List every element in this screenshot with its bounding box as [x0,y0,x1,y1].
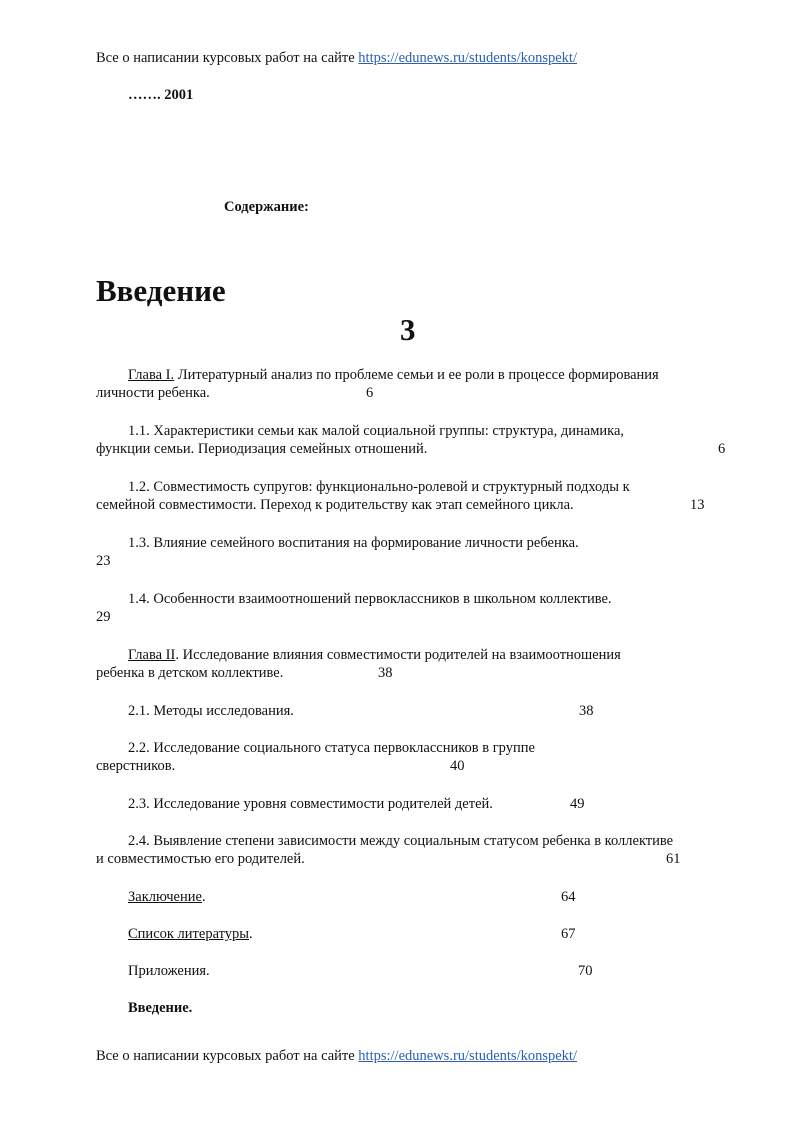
chapter-1-label[interactable]: Глава I. [128,367,175,383]
section-2-4-page: 61 [666,851,681,867]
section-1-2-line1: 1.2. Совместимость супругов: функционально-ролевой и структурный подходы к [128,479,630,495]
footer-line [96,1047,577,1065]
references-link[interactable]: Список литературы [128,926,250,942]
section-2-2-page: 40 [450,758,465,774]
section-1-1-page: 6 [718,441,726,457]
year-line: ……. 2001 [128,87,194,103]
section-1-1-line1: 1.1. Характеристики семьи как малой социальной группы: структура, динамика, [128,423,625,439]
toc-entry-2-4[interactable] [96,832,742,868]
section-2-2-line2: сверстников. [96,758,176,774]
footer-text: Все о написании курсовых работ на сайте [96,1048,359,1064]
intro-heading: Введение [96,273,226,308]
references-dot: . [249,926,253,942]
section-2-1-title[interactable]: 2.1. Методы исследования. [128,703,294,719]
section-2-4-line1: 2.4. Выявление степени зависимости между социальным статусом ребенка в коллективе [128,833,674,849]
footer-link[interactable]: https://edunews.ru/students/konspekt/ [358,1048,577,1064]
chapter-2-title-line2: ребенка в детском коллективе. [96,665,284,681]
section-2-3-title[interactable]: 2.3. Исследование уровня совместимости родителей детей. [128,796,493,812]
toc-entry-1-4[interactable] [96,590,742,608]
chapter-2-label[interactable]: Глава II [128,647,176,663]
header-text: Все о написании курсовых работ на сайте [96,50,359,66]
toc-entry-conclusion[interactable] [128,888,206,906]
chapter-1-title-line2: личности ребенка. [96,385,210,401]
chapter-2-title-line1: . Исследование влияния совместимости родителей на взаимоотношения [175,647,621,663]
toc-entry-1-1[interactable] [96,422,742,458]
conclusion-link[interactable]: Заключение [128,889,202,905]
contents-title: Содержание: [224,199,309,215]
section-1-4-title: 1.4. Особенности взаимоотношений первоклассников в школьном коллективе. [128,591,612,607]
intro-page-number: 3 [400,312,416,347]
section-1-3-page: 23 [96,553,111,569]
conclusion-page: 64 [561,889,576,905]
conclusion-dot: . [201,889,206,905]
header-line [96,49,577,67]
section-2-4-line2: и совместимостью его родителей. [96,851,305,867]
intro-subheading: Введение. [128,1000,193,1016]
toc-entry-2-2[interactable] [96,739,742,775]
toc-entry-chapter-2[interactable] [96,646,742,682]
references-page: 67 [561,926,576,942]
section-1-1-line2: функции семьи. Периодизация семейных отношений. [96,441,428,457]
section-1-4-page: 29 [96,609,111,625]
chapter-1-page: 6 [366,385,374,401]
section-1-2-line2: семейной совместимости. Переход к родительству как этап семейного цикла. [96,497,574,513]
section-2-2-line1: 2.2. Исследование социального статуса первоклассников в группе [128,740,535,756]
header-link[interactable]: https://edunews.ru/students/konspekt/ [358,50,577,66]
section-2-3-page: 49 [570,796,585,812]
toc-entry-chapter-1[interactable] [96,366,742,402]
toc-entry-1-2[interactable] [96,478,742,514]
toc-entry-appendix[interactable]: Приложения. [128,963,210,979]
section-1-2-page: 13 [690,497,705,513]
section-2-1-page: 38 [579,703,594,719]
section-1-3-title[interactable]: 1.3. Влияние семейного воспитания на формирование личности ребенка. [128,535,579,551]
chapter-2-page: 38 [378,665,393,681]
appendix-page: 70 [578,963,593,979]
toc-entry-references[interactable] [128,925,253,943]
chapter-1-title-line1: Литературный анализ по проблеме семьи и ее роли в процессе формирования [174,367,659,383]
